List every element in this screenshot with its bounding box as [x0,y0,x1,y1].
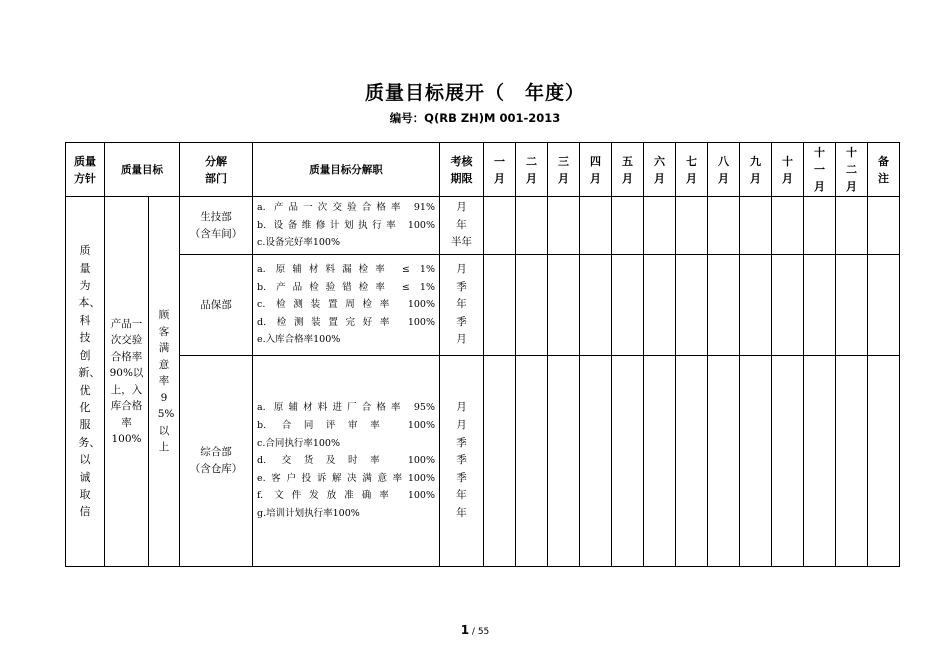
breakdown-item: d. 检测装置完好率 100% [257,316,435,328]
month-cell [708,356,740,567]
header-month-9: 九月 [740,143,772,197]
breakdown-item: f. 文件发放准确率 100% [257,490,435,502]
month-cell [836,255,868,356]
page-separator: / [469,627,478,637]
header-remark: 备注 [868,143,900,197]
quality-goal-2-cell: 顾客满意率95%以上 [149,197,180,567]
breakdown-item: e.客户投诉解决满意率100% [257,472,435,484]
header-month-10: 十月 [772,143,804,197]
month-cell [580,255,612,356]
header-breakdown: 质量目标分解职 [253,143,440,197]
header-month-4: 四月 [580,143,612,197]
breakdown-item: b. 合同评审率 100% [257,420,435,432]
page-indicator [0,623,950,637]
header-policy: 质量方针 [66,143,105,197]
header-period: 考核期限 [440,143,484,197]
document-code: 编号：Q(RB ZH)M 001-2013 [389,111,561,125]
month-cell [644,197,676,255]
dept-name: 综合部 [200,446,232,458]
header-month-7: 七月 [676,143,708,197]
month-cell [516,197,548,255]
remark-cell [868,197,900,255]
month-cell [548,197,580,255]
header-row [66,143,900,197]
month-cell [484,197,516,255]
dept-sub: （含仓库） [189,463,243,475]
month-cell [772,356,804,567]
breakdown-items-cell [253,255,440,356]
remark-cell [868,356,900,567]
month-cell [548,356,580,567]
quality-policy-cell: 质量为本、科技创新、优化服务、以诚取信 [66,197,105,567]
period-cell: 月 年 半年 [440,197,484,255]
month-cell [708,197,740,255]
table-row [66,356,900,567]
month-cell [836,197,868,255]
remark-cell [868,255,900,356]
header-month-6: 六月 [644,143,676,197]
month-cell [612,197,644,255]
breakdown-item: c.设备完好率100% [257,237,340,249]
month-cell [484,356,516,567]
month-cell [516,356,548,567]
month-cell [740,356,772,567]
table-row [66,255,900,356]
header-month-3: 三月 [548,143,580,197]
header-month-11: 十一月 [804,143,836,197]
header-month-1: 一月 [484,143,516,197]
month-cell [580,356,612,567]
month-cell [708,255,740,356]
month-cell [644,356,676,567]
month-cell [740,255,772,356]
month-cell [516,255,548,356]
breakdown-item: a. 原辅材料进厂合格率 95% [257,402,435,414]
breakdown-item: c.合同执行率100% [257,437,340,449]
header-month-2: 二月 [516,143,548,197]
month-cell [484,255,516,356]
month-cell [804,197,836,255]
month-cell [676,356,708,567]
month-cell [676,255,708,356]
breakdown-items-cell [253,197,440,255]
month-cell [644,255,676,356]
table-row [66,197,900,255]
dept-cell [180,255,253,356]
dept-cell [180,356,253,567]
breakdown-item: d. 交货及时率 100% [257,455,435,467]
month-cell [580,197,612,255]
period-cell: 月 季 年 季 月 [440,255,484,356]
month-cell [804,255,836,356]
header-goal: 质量目标 [105,143,180,197]
breakdown-items-cell [253,356,440,567]
month-cell [772,255,804,356]
month-cell [772,197,804,255]
dept-name: 品保部 [200,298,232,311]
breakdown-item: b. 产品检验错检率 ≤ 1% [257,281,435,293]
month-cell [804,356,836,567]
month-cell [676,197,708,255]
breakdown-item: g.培训计划执行率100% [257,507,360,519]
header-month-8: 八月 [708,143,740,197]
dept-sub: （含车间） [189,227,243,240]
breakdown-item: b. 设备维修计划执行率 100% [257,219,435,231]
page-total: 55 [477,627,490,637]
month-cell [740,197,772,255]
month-cell [836,356,868,567]
dept-name: 生技部 [200,210,232,223]
month-cell [548,255,580,356]
quality-goal-table [65,142,900,567]
header-month-5: 五月 [612,143,644,197]
document-title: 质量目标展开（ 年度） [364,82,585,104]
page-current: 1 [460,623,470,637]
month-cell [612,356,644,567]
quality-goal-1-cell: 产品一次交验合格率90%以上，入库合格率100% [105,197,149,567]
breakdown-item: e.入库合格率100% [257,334,341,346]
month-cell [612,255,644,356]
period-cell: 月 月 季 季 季 年 年 [440,356,484,567]
header-dept: 分解部门 [180,143,253,197]
breakdown-item: a. 原辅材料漏检率 ≤ 1% [257,264,435,276]
breakdown-item: c. 检测装置周检率 100% [257,299,435,311]
dept-cell [180,197,253,255]
breakdown-item: a. 产品一次交验合格率 91% [257,202,435,214]
header-month-12: 十二月 [836,143,868,197]
